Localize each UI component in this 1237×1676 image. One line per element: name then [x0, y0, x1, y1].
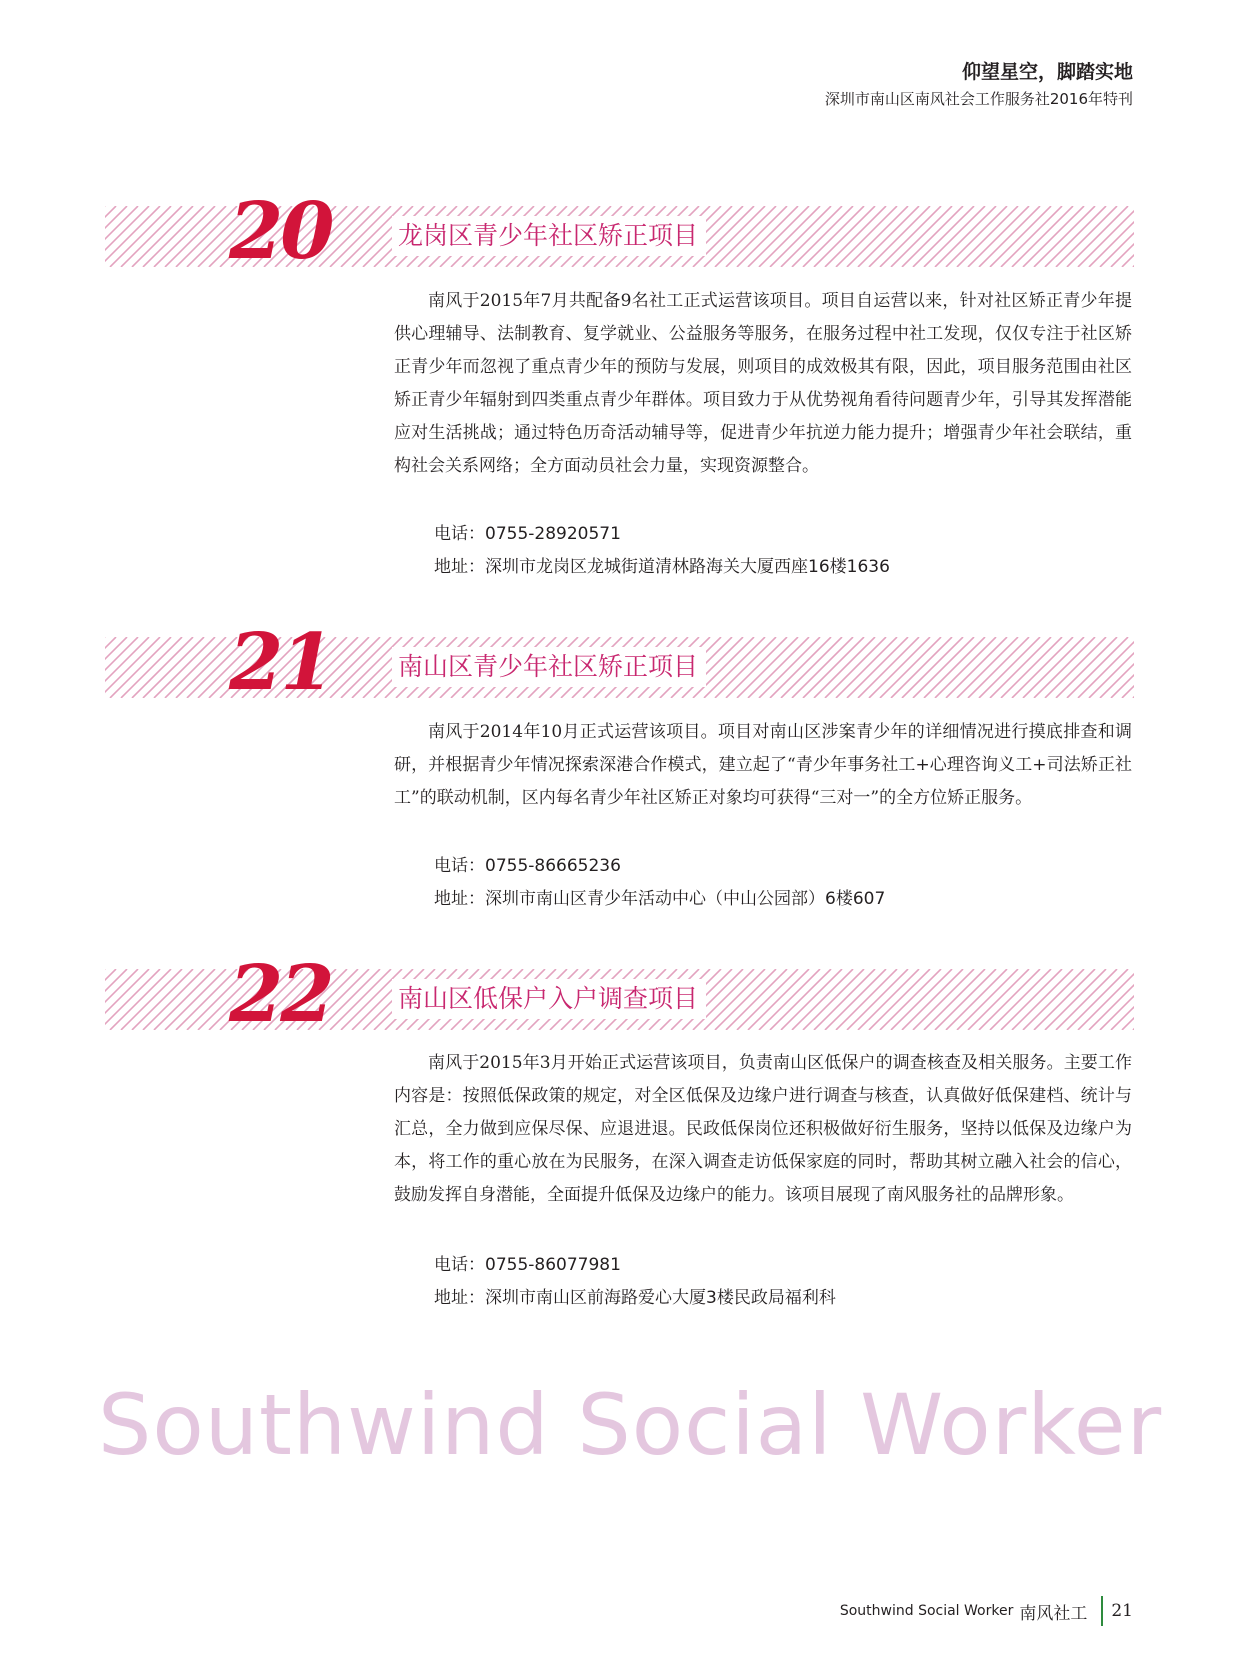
header-organization: 深圳市南山区南风社会工作服务社2016年特刊	[824, 90, 1133, 108]
section-phone: 电话：0755-86665236	[434, 856, 621, 876]
footer-divider	[1101, 1596, 1103, 1626]
section-title: 南山区低保户入户调查项目	[392, 979, 706, 1019]
hatch-stripe	[1133, 969, 1134, 1030]
hatch-stripe	[105, 637, 149, 698]
section-banner	[105, 186, 1134, 277]
hatch-stripe	[105, 206, 138, 267]
running-header	[825, 58, 1133, 112]
page-number: 21	[1111, 1601, 1133, 1621]
footer-chinese-title: 南风社工	[1019, 1603, 1088, 1624]
section-address: 地址：深圳市南山区青少年活动中心（中山公园部）6楼607	[434, 889, 886, 909]
section-phone: 电话：0755-28920571	[434, 524, 621, 544]
section-body: 南风于2015年7月共配备9名社工正式运营该项目。项目自运营以来，针对社区矫正青少年提供心理辅导、法制教育、复学就业、公益服务等服务，在服务过程中社工发现，仅仅专注于社区矫正青少年而忽视了重点青少年的预防与发展，则项目的成效极其有限，因此，项目服务范围由社区矫正青少年辐射到四类重点青少年群体。项目致力于从优势视角看待问题青少年，引导其发挥潜能应对生活挑战；通过特色历奇活动辅导等，促进青少年抗逆力能力提升；增强青少年社会联结，重构社会关系网络；全方面动员社会力量，实现资源整合。	[394, 291, 1132, 476]
section-banner	[105, 949, 1134, 1040]
hatch-stripe	[1133, 206, 1134, 267]
section-phone: 电话：0755-86077981	[434, 1255, 621, 1275]
header-motto: 仰望星空，脚踏实地	[961, 61, 1133, 83]
hatch-stripe	[105, 969, 149, 1030]
section-address: 地址：深圳市南山区前海路爱心大厦3楼民政局福利科	[434, 1288, 836, 1308]
section-body: 南风于2015年3月开始正式运营该项目，负责南山区低保户的调查核查及相关服务。主要工作内容是：按照低保政策的规定，对全区低保及边缘户进行调查与核查，认真做好低保建档、统计与汇总，全力做到应保尽保、应退进退。民政低保岗位还积极做好衍生服务，坚持以低保及边缘户为本，将工作的重心放在为民服务，在深入调查走访低保家庭的同时，帮助其树立融入社会的信心，鼓励发挥自身潜能，全面提升低保及边缘户的能力。该项目展现了南风服务社的品牌形象。	[394, 1053, 1132, 1205]
page-footer	[840, 1596, 1133, 1626]
section-banner	[105, 617, 1134, 708]
section-number: 20	[229, 186, 332, 277]
hatch-stripe	[105, 637, 138, 698]
section-body: 南风于2014年10月正式运营该项目。项目对南山区涉案青少年的详细情况进行摸底排查和调研，并根据青少年情况探索深港合作模式，建立起了“青少年事务社工+心理咨询义工+司法矫正社工”的联动机制，区内每名青少年社区矫正对象均可获得“三对一”的全方位矫正服务。	[394, 722, 1132, 808]
section-address: 地址：深圳市龙岗区龙城街道清林路海关大厦西座16楼1636	[434, 557, 890, 577]
section-number: 22	[229, 949, 332, 1040]
section-title: 龙岗区青少年社区矫正项目	[392, 216, 706, 256]
footer-english-title: Southwind Social Worker	[839, 1603, 1014, 1619]
hatch-stripe	[105, 206, 149, 267]
hatch-stripe	[1133, 637, 1134, 698]
hatch-stripe	[105, 969, 138, 1030]
watermark-text: Southwind Social Worker	[98, 1376, 1163, 1474]
hatch-stripe	[1122, 969, 1134, 1030]
section-number: 21	[229, 617, 332, 708]
hatch-stripe	[1122, 206, 1134, 267]
hatch-stripe	[1122, 637, 1134, 698]
section-title: 南山区青少年社区矫正项目	[392, 647, 706, 687]
